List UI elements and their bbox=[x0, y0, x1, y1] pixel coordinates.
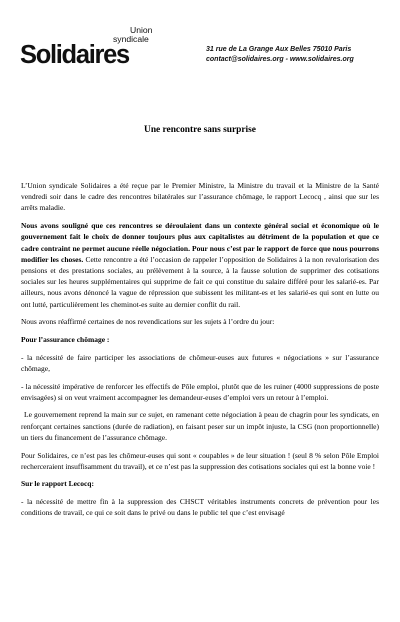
document-title: Une rencontre sans surprise bbox=[144, 125, 256, 135]
contact-block bbox=[206, 45, 386, 65]
document-body bbox=[21, 180, 379, 525]
postal-address: 31 rue de La Grange Aux Belles 75010 Paris bbox=[206, 46, 352, 53]
email-website-line: contact@solidaires.org - www.solidaires.org bbox=[206, 56, 354, 63]
government-paragraph: Le gouvernement reprend la main sur ce sujet, en ramenant cette négociation à peau de chagrin pour les syndicats, en renforçant certaines sanctions (durée de radiation), en faisant peser sur un impôt injuste, la CSG (non proportionnelle) un tiers du financement de l’assurance chômage. bbox=[21, 410, 379, 442]
demands-intro-paragraph: Nous avons réaffirmé certaines de nos revendications sur les sujets à l’ordre du jour: bbox=[21, 317, 275, 327]
logo-wordmark: Solidaires bbox=[20, 41, 129, 69]
section-heading-chomage: Pour l’assurance chômage : bbox=[21, 334, 110, 344]
context-details: Cette rencontre a été l’occasion de rappeler l’opposition de Solidaires à la non revalorisation des pensions et des prestations sociales, au prélèvement à la source, à la fausse solution de supprimer des cotisations sociales sur les heures supplémentaires qui supprime de fait ce qui constitue du salaire différé pour les salarié-es. Par ailleurs, nous avons dénoncé la vague de répression que subissent les militant-es et les salarié-es qui sont en lutte ou ont lutté, particulièrement les cheminot-es suite au dernier conflit du rail. bbox=[21, 254, 379, 309]
section-heading-lecocq: Sur le rapport Lecocq: bbox=[21, 479, 94, 489]
context-paragraph bbox=[21, 220, 379, 310]
solidaires-logo bbox=[20, 26, 170, 76]
logo-syndicale-text: syndicale bbox=[113, 34, 149, 44]
bullet-pole-emploi: - la nécessité impérative de renforcer les effectifs de Pôle emploi, plutôt que de les ruiner (4000 suppressions de poste envisagées) si on veut vraiment accompagner les demandeur-euses d’emploi vers un retour à l’emploi. bbox=[21, 381, 379, 402]
logo-union-text: Union bbox=[130, 25, 153, 35]
bullet-associations: - la nécessité de faire participer les associations de chômeur-euses aux futures « négociations » sur l’assurance chômage, bbox=[21, 352, 379, 373]
intro-paragraph: L’Union syndicale Solidaires a été reçue par le Premier Ministre, la Ministre du travail et la Ministre de la Santé vendredi soir dans le cadre des rencontres bilatérales sur l’assurance chômage, le rapport Lecocq , ainsi que sur les arrêts maladie. bbox=[21, 181, 379, 213]
context-bold-statement: Nous avons souligné que ces rencontres se déroulaient dans un contexte général social et économique où le gouvernement fait le choix de donner toujours plus aux capitalistes au détriment de la population et que ce cadre contraint ne permet aucune réelle négociation. Pour nous c’est par le rapport de force que nous pourrons modifier les choses. bbox=[21, 221, 379, 264]
bullet-chsct: - la nécessité de mettre fin à la suppression des CHSCT véritables instruments concrets de prévention pour les conditions de travail, ce qui ce soit dans le privé ou dans le public tel que c’est envisagé bbox=[21, 497, 379, 518]
solidaires-position-paragraph: Pour Solidaires, ce n’est pas les chômeur-euses qui sont « coupables » de leur situation ! (seul 8 % selon Pôle Emploi recherceraient insuffisamment du travail), et ce n’est pas la suppression des cotisations sociales qui est la bonne voie ! bbox=[21, 450, 379, 471]
